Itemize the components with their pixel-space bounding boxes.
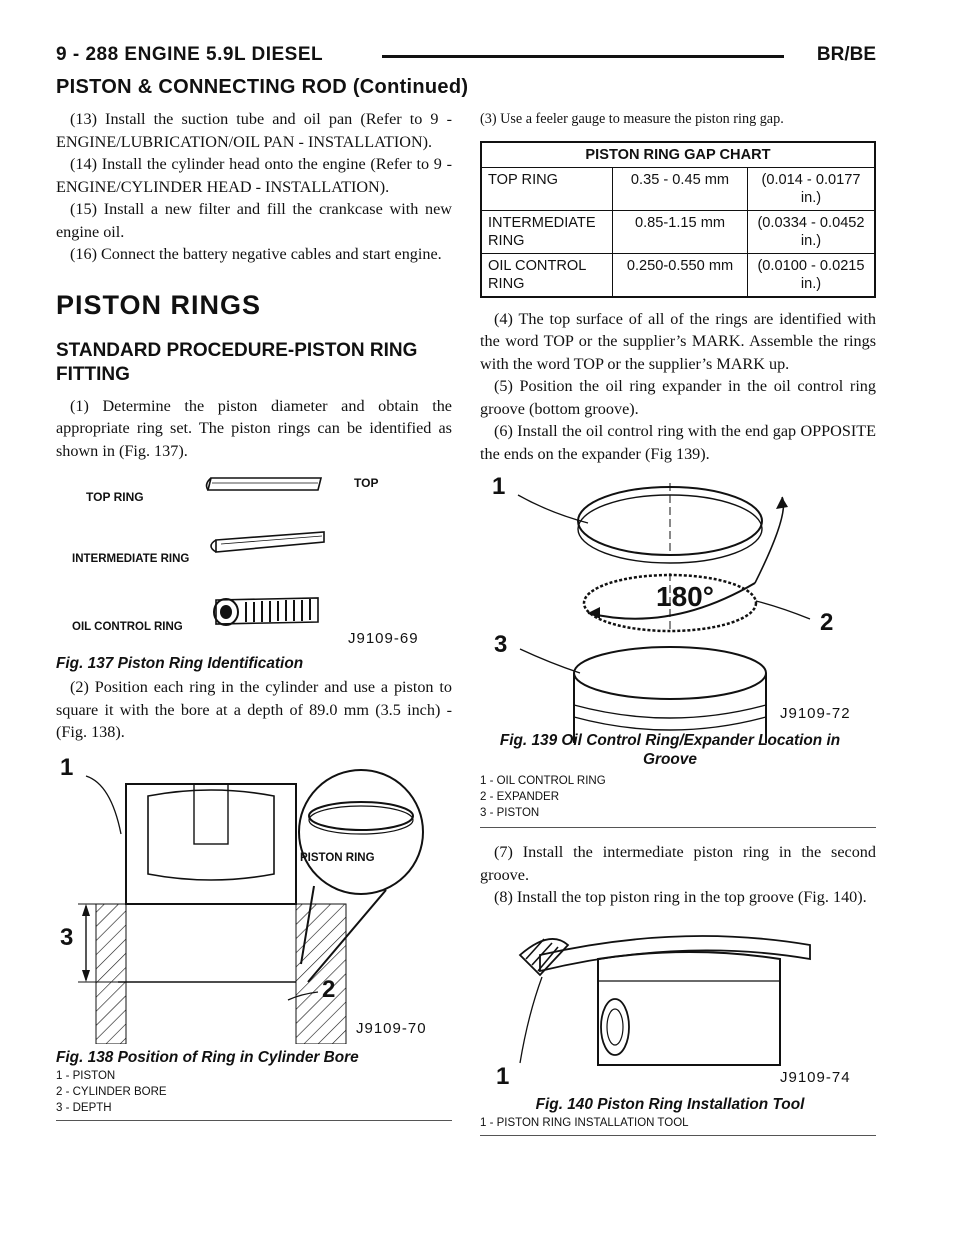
callout-1: 1 bbox=[60, 753, 74, 781]
legend-item: 1 - OIL CONTROL RING bbox=[480, 775, 606, 787]
header-rule bbox=[382, 55, 784, 58]
label-piston-ring: PISTON RING bbox=[300, 851, 375, 864]
step-1: (1) Determine the piston diameter and obtain the appropriate ring set. The piston rings can be identified as shown in (Fig. 137). bbox=[56, 396, 452, 460]
figure-rule bbox=[56, 1120, 452, 1121]
figure-caption: Fig. 139 Oil Control Ring/Expander Location in Groove bbox=[499, 732, 841, 768]
chart-title: PISTON RING GAP CHART bbox=[481, 142, 875, 168]
figure-140 bbox=[480, 915, 876, 1135]
cell-ring: OIL CONTROL RING bbox=[481, 253, 613, 297]
section-title: PISTON RINGS bbox=[56, 289, 262, 320]
figure-legend bbox=[56, 1068, 167, 1116]
figure-legend bbox=[480, 1115, 689, 1131]
figure-rule bbox=[480, 827, 876, 828]
figure-code: J9109-72 bbox=[780, 705, 851, 722]
figure-code: J9109-74 bbox=[780, 1068, 851, 1086]
cell-ring: TOP RING bbox=[481, 167, 613, 210]
angle-label: 180° bbox=[656, 581, 714, 612]
table-row bbox=[481, 253, 875, 297]
model-code: BR/BE bbox=[816, 44, 876, 65]
step-3: (3) Use a feeler gauge to measure the piston ring gap. bbox=[480, 111, 784, 127]
step-15: (15) Install a new filter and fill the crankcase with new engine oil. bbox=[56, 200, 452, 241]
page-number-title: 9 - 288 ENGINE 5.9L DIESEL bbox=[56, 44, 324, 65]
step-13: (13) Install the suction tube and oil pan (Refer to 9 - ENGINE/LUBRICATION/OIL PAN - INSTALLATION). bbox=[56, 110, 452, 151]
legend-item: 2 - CYLINDER BORE bbox=[56, 1085, 167, 1098]
ring-in-bore-drawing bbox=[56, 754, 452, 1044]
label-top-ring: TOP RING bbox=[86, 490, 144, 504]
step-4: (4) The top surface of all of the rings are identified with the word TOP or the supplier’s MARK. Assemble the rings with the word TOP or the supplier’s MARK up. bbox=[480, 309, 876, 373]
ring-gap-chart bbox=[480, 141, 876, 298]
cell-mm: 0.35 - 0.45 mm bbox=[613, 167, 748, 210]
step-16: (16) Connect the battery negative cables and start engine. bbox=[70, 245, 442, 263]
callout-1: 1 bbox=[496, 1062, 510, 1090]
installation-tool-drawing bbox=[480, 915, 876, 1095]
figure-caption: Fig. 137 Piston Ring Identification bbox=[56, 655, 304, 672]
callout-2: 2 bbox=[322, 975, 336, 1003]
step-6: (6) Install the oil control ring with the end gap OPPOSITE the ends on the expander (Fig 139). bbox=[480, 422, 876, 463]
cell-mm: 0.85-1.15 mm bbox=[613, 210, 748, 253]
figure-caption: Fig. 140 Piston Ring Installation Tool bbox=[535, 1095, 805, 1113]
callout-3: 3 bbox=[494, 631, 508, 658]
continued-heading: PISTON & CONNECTING ROD (Continued) bbox=[56, 76, 469, 98]
cell-in: (0.0100 - 0.0215 in.) bbox=[748, 253, 876, 297]
legend-item: 3 - DEPTH bbox=[56, 1101, 112, 1114]
legend-item: 1 - PISTON bbox=[56, 1069, 116, 1082]
figure-code: J9109-70 bbox=[356, 1019, 427, 1037]
callout-2: 2 bbox=[820, 609, 834, 636]
legend-item: 3 - PISTON bbox=[480, 807, 540, 819]
label-oil-control-ring: OIL CONTROL RING bbox=[72, 621, 183, 633]
step-14: (14) Install the cylinder head onto the engine (Refer to 9 - ENGINE/CYLINDER HEAD - INSTALLATION). bbox=[56, 155, 452, 196]
cell-in: (0.014 - 0.0177 in.) bbox=[748, 167, 876, 210]
page-header bbox=[56, 44, 876, 70]
step-2: (2) Position each ring in the cylinder and use a piston to square it with the bore at a depth of 89.0 mm (3.5 inch) - (Fig. 138). bbox=[56, 678, 452, 741]
cell-in: (0.0334 - 0.0452 in.) bbox=[748, 210, 876, 253]
label-top-mark: TOP bbox=[354, 476, 379, 490]
figure-rule bbox=[480, 1135, 876, 1136]
figure-139 bbox=[480, 473, 876, 837]
figure-code: J9109-69 bbox=[348, 630, 419, 647]
right-column bbox=[480, 108, 876, 1135]
step-7: (7) Install the intermediate piston ring in the second groove. bbox=[480, 843, 876, 884]
table-row bbox=[481, 167, 875, 210]
legend-item: 1 - PISTON RING INSTALLATION TOOL bbox=[480, 1116, 689, 1129]
figure-legend bbox=[480, 773, 606, 821]
step-8: (8) Install the top piston ring in the top groove (Fig. 140). bbox=[494, 888, 867, 906]
legend-item: 2 - EXPANDER bbox=[480, 791, 560, 803]
procedure-title: STANDARD PROCEDURE-PISTON RING FITTING bbox=[56, 339, 418, 385]
left-column bbox=[56, 108, 452, 1114]
label-intermediate-ring: INTERMEDIATE RING bbox=[72, 553, 190, 565]
callout-1: 1 bbox=[492, 473, 506, 500]
callout-3: 3 bbox=[60, 923, 74, 951]
figure-138 bbox=[56, 753, 452, 1114]
figure-137 bbox=[56, 470, 452, 670]
cell-mm: 0.250-0.550 mm bbox=[613, 253, 748, 297]
cell-ring: INTERMEDIATE RING bbox=[481, 210, 613, 253]
table-row bbox=[481, 210, 875, 253]
figure-caption: Fig. 138 Position of Ring in Cylinder Bore bbox=[56, 1048, 359, 1066]
step-5: (5) Position the oil ring expander in the oil control ring groove (bottom groove). bbox=[480, 377, 876, 418]
